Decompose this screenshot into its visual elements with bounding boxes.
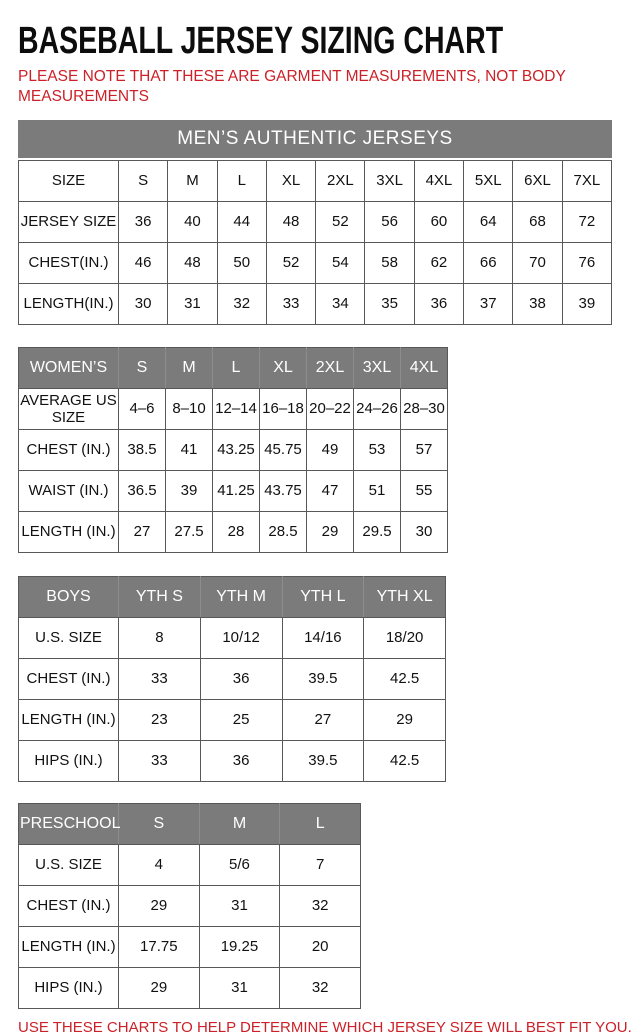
- womens-table-row: [19, 429, 448, 470]
- boys-table-row: [19, 658, 446, 699]
- mens-value-cell: 58: [365, 242, 414, 283]
- mens-value-cell: 37: [464, 283, 513, 324]
- preschool-table-row: [19, 967, 361, 1008]
- boys-value-cell: 27: [282, 699, 364, 740]
- boys-header-cell: BOYS: [19, 576, 119, 617]
- preschool-table-row: [19, 885, 361, 926]
- preschool-table-row: [19, 844, 361, 885]
- womens-value-cell: 4–6: [119, 388, 166, 429]
- mens-value-cell: 34: [316, 283, 365, 324]
- mens-value-cell: 40: [168, 201, 217, 242]
- garment-measurements-note: PLEASE NOTE THAT THESE ARE GARMENT MEASUREMENTS, NOT BODY MEASUREMENTS: [18, 68, 566, 106]
- preschool-value-cell: 4: [119, 844, 200, 885]
- boys-value-cell: 23: [119, 699, 201, 740]
- womens-value-cell: 45.75: [260, 429, 307, 470]
- preschool-value-cell: 32: [280, 885, 361, 926]
- womens-value-cell: 8–10: [166, 388, 213, 429]
- mens-value-cell: 39: [562, 283, 611, 324]
- boys-header-cell: YTH L: [282, 576, 364, 617]
- womens-sizing-table: [18, 347, 448, 553]
- preschool-value-cell: 29: [119, 967, 200, 1008]
- womens-header-cell: L: [213, 347, 260, 388]
- boys-table-row: [19, 699, 446, 740]
- boys-value-cell: 42.5: [364, 658, 446, 699]
- mens-value-cell: 68: [513, 201, 562, 242]
- mens-value-cell: 76: [562, 242, 611, 283]
- womens-table-row: [19, 470, 448, 511]
- mens-value-cell: 70: [513, 242, 562, 283]
- womens-value-cell: 41.25: [213, 470, 260, 511]
- preschool-value-cell: 5/6: [199, 844, 280, 885]
- mens-value-cell: 46: [119, 242, 168, 283]
- preschool-value-cell: 32: [280, 967, 361, 1008]
- womens-table-row: [19, 388, 448, 429]
- boys-value-cell: 36: [200, 658, 282, 699]
- mens-header-cell: 3XL: [365, 160, 414, 201]
- womens-value-cell: 28.5: [260, 511, 307, 552]
- womens-value-cell: 55: [401, 470, 448, 511]
- mens-header-cell: SIZE: [19, 160, 119, 201]
- boys-value-cell: 33: [119, 658, 201, 699]
- preschool-value-cell: 31: [199, 967, 280, 1008]
- mens-header-row: [19, 160, 612, 201]
- womens-value-cell: 29.5: [354, 511, 401, 552]
- preschool-row-label: U.S. SIZE: [19, 844, 119, 885]
- womens-row-label: LENGTH (IN.): [19, 511, 119, 552]
- preschool-table-row: [19, 926, 361, 967]
- mens-value-cell: 33: [266, 283, 315, 324]
- womens-value-cell: 51: [354, 470, 401, 511]
- boys-header-cell: YTH S: [119, 576, 201, 617]
- womens-row-label: CHEST (IN.): [19, 429, 119, 470]
- mens-value-cell: 66: [464, 242, 513, 283]
- boys-value-cell: 39.5: [282, 658, 364, 699]
- boys-value-cell: 8: [119, 617, 201, 658]
- preschool-value-cell: 31: [199, 885, 280, 926]
- preschool-header-row: [19, 803, 361, 844]
- preschool-value-cell: 7: [280, 844, 361, 885]
- mens-value-cell: 48: [266, 201, 315, 242]
- preschool-row-label: CHEST (IN.): [19, 885, 119, 926]
- preschool-header-cell: M: [199, 803, 280, 844]
- womens-header-cell: 2XL: [307, 347, 354, 388]
- boys-row-label: CHEST (IN.): [19, 658, 119, 699]
- boys-value-cell: 36: [200, 740, 282, 781]
- mens-value-cell: 60: [414, 201, 463, 242]
- womens-value-cell: 43.75: [260, 470, 307, 511]
- boys-sizing-table: [18, 576, 446, 782]
- womens-value-cell: 39: [166, 470, 213, 511]
- mens-value-cell: 36: [414, 283, 463, 324]
- boys-header-cell: YTH M: [200, 576, 282, 617]
- page-title: BASEBALL JERSEY SIZING CHART: [18, 20, 504, 62]
- mens-header-cell: L: [217, 160, 266, 201]
- mens-header-cell: 5XL: [464, 160, 513, 201]
- womens-value-cell: 53: [354, 429, 401, 470]
- boys-value-cell: 29: [364, 699, 446, 740]
- boys-value-cell: 39.5: [282, 740, 364, 781]
- mens-value-cell: 56: [365, 201, 414, 242]
- mens-sizing-table: [18, 160, 612, 325]
- womens-table-row: [19, 511, 448, 552]
- womens-value-cell: 12–14: [213, 388, 260, 429]
- womens-value-cell: 16–18: [260, 388, 307, 429]
- boys-row-label: LENGTH (IN.): [19, 699, 119, 740]
- womens-value-cell: 20–22: [307, 388, 354, 429]
- boys-header-row: [19, 576, 446, 617]
- womens-row-label: AVERAGE US SIZE: [19, 388, 119, 429]
- womens-header-cell: WOMEN’S: [19, 347, 119, 388]
- womens-value-cell: 49: [307, 429, 354, 470]
- womens-header-cell: S: [119, 347, 166, 388]
- womens-value-cell: 28–30: [401, 388, 448, 429]
- preschool-value-cell: 20: [280, 926, 361, 967]
- mens-header-cell: 4XL: [414, 160, 463, 201]
- mens-header-cell: XL: [266, 160, 315, 201]
- mens-value-cell: 48: [168, 242, 217, 283]
- preschool-header-cell: PRESCHOOL: [19, 803, 119, 844]
- womens-header-cell: XL: [260, 347, 307, 388]
- preschool-value-cell: 19.25: [199, 926, 280, 967]
- boys-header-cell: YTH XL: [364, 576, 446, 617]
- mens-value-cell: 30: [119, 283, 168, 324]
- preschool-row-label: HIPS (IN.): [19, 967, 119, 1008]
- womens-value-cell: 27.5: [166, 511, 213, 552]
- preschool-header-cell: S: [119, 803, 200, 844]
- womens-value-cell: 24–26: [354, 388, 401, 429]
- mens-table-row: [19, 242, 612, 283]
- mens-row-label: LENGTH(IN.): [19, 283, 119, 324]
- boys-row-label: U.S. SIZE: [19, 617, 119, 658]
- preschool-sizing-table: [18, 803, 361, 1009]
- mens-value-cell: 52: [266, 242, 315, 283]
- mens-table-row: [19, 201, 612, 242]
- mens-value-cell: 50: [217, 242, 266, 283]
- mens-table-row: [19, 283, 612, 324]
- womens-value-cell: 27: [119, 511, 166, 552]
- mens-value-cell: 54: [316, 242, 365, 283]
- mens-value-cell: 32: [217, 283, 266, 324]
- mens-header-cell: M: [168, 160, 217, 201]
- womens-value-cell: 36.5: [119, 470, 166, 511]
- mens-header-cell: 7XL: [562, 160, 611, 201]
- mens-value-cell: 35: [365, 283, 414, 324]
- mens-header-cell: S: [119, 160, 168, 201]
- womens-value-cell: 28: [213, 511, 260, 552]
- mens-header-cell: 6XL: [513, 160, 562, 201]
- boys-value-cell: 25: [200, 699, 282, 740]
- womens-value-cell: 41: [166, 429, 213, 470]
- mens-row-label: JERSEY SIZE: [19, 201, 119, 242]
- boys-value-cell: 42.5: [364, 740, 446, 781]
- fit-guidance-note: USE THESE CHARTS TO HELP DETERMINE WHICH JERSEY SIZE WILL BEST FIT YOU.: [18, 1018, 632, 1036]
- preschool-value-cell: 29: [119, 885, 200, 926]
- womens-value-cell: 38.5: [119, 429, 166, 470]
- boys-value-cell: 10/12: [200, 617, 282, 658]
- mens-value-cell: 52: [316, 201, 365, 242]
- mens-value-cell: 44: [217, 201, 266, 242]
- womens-value-cell: 30: [401, 511, 448, 552]
- boys-row-label: HIPS (IN.): [19, 740, 119, 781]
- boys-table-row: [19, 617, 446, 658]
- womens-header-cell: M: [166, 347, 213, 388]
- womens-row-label: WAIST (IN.): [19, 470, 119, 511]
- mens-value-cell: 64: [464, 201, 513, 242]
- boys-table-row: [19, 740, 446, 781]
- womens-header-cell: 3XL: [354, 347, 401, 388]
- preschool-header-cell: L: [280, 803, 361, 844]
- womens-value-cell: 57: [401, 429, 448, 470]
- boys-value-cell: 18/20: [364, 617, 446, 658]
- womens-value-cell: 47: [307, 470, 354, 511]
- womens-header-cell: 4XL: [401, 347, 448, 388]
- boys-value-cell: 14/16: [282, 617, 364, 658]
- mens-value-cell: 38: [513, 283, 562, 324]
- mens-value-cell: 62: [414, 242, 463, 283]
- mens-row-label: CHEST(IN.): [19, 242, 119, 283]
- mens-header-cell: 2XL: [316, 160, 365, 201]
- womens-header-row: [19, 347, 448, 388]
- mens-authentic-jerseys-banner: MEN’S AUTHENTIC JERSEYS: [18, 120, 612, 158]
- mens-value-cell: 31: [168, 283, 217, 324]
- preschool-value-cell: 17.75: [119, 926, 200, 967]
- boys-value-cell: 33: [119, 740, 201, 781]
- womens-value-cell: 43.25: [213, 429, 260, 470]
- preschool-row-label: LENGTH (IN.): [19, 926, 119, 967]
- womens-value-cell: 29: [307, 511, 354, 552]
- mens-value-cell: 36: [119, 201, 168, 242]
- mens-value-cell: 72: [562, 201, 611, 242]
